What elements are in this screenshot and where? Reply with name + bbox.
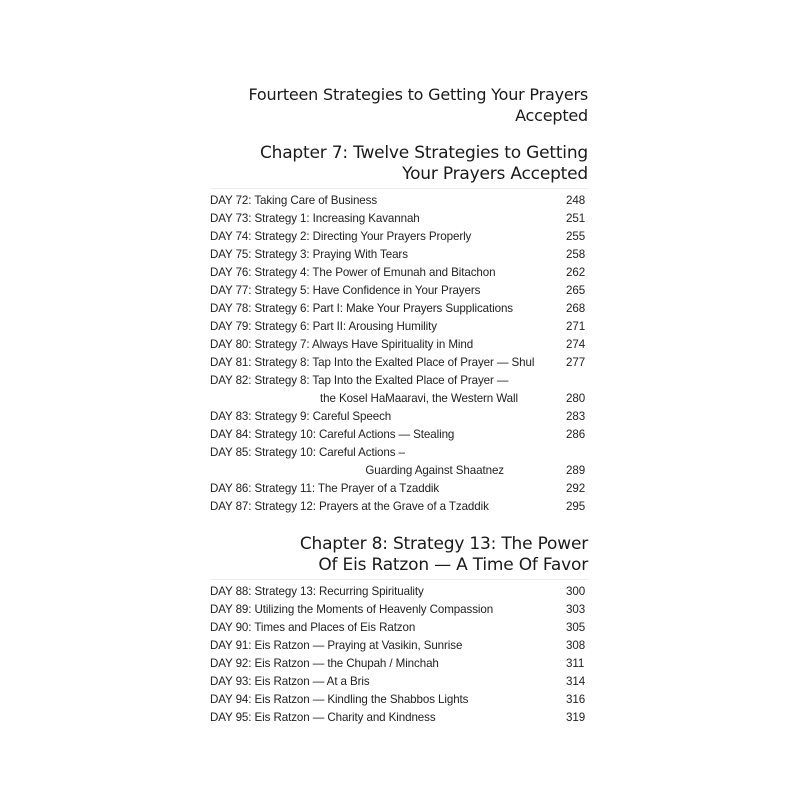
toc-entry[interactable] [210, 408, 588, 426]
toc-entry[interactable] [210, 228, 588, 246]
entry-title: DAY 74: Strategy 2: Directing Your Prayers Properly [210, 230, 472, 243]
entry-page-number: 271 [566, 320, 586, 333]
entry-title: DAY 81: Strategy 8: Tap Into the Exalted Place of Prayer — Shul [210, 356, 535, 369]
entry-title: DAY 78: Strategy 6: Part I: Make Your Prayers Supplications [210, 302, 513, 315]
entry-page-number: 305 [566, 621, 586, 634]
entry-page-number: 292 [566, 482, 586, 495]
entry-title: DAY 91: Eis Ratzon — Praying at Vasikin, Sunrise [210, 639, 463, 652]
entry-page-number: 258 [566, 248, 586, 261]
toc-entry[interactable] [210, 318, 588, 336]
entry-title: DAY 90: Times and Places of Eis Ratzon [210, 621, 416, 634]
toc-entry[interactable] [210, 282, 588, 300]
entry-page-number: 248 [566, 194, 586, 207]
entry-page-number: 295 [566, 500, 586, 513]
chapter-8-entries [210, 583, 588, 727]
entry-title: DAY 75: Strategy 3: Praying With Tears [210, 248, 408, 261]
entry-title: DAY 84: Strategy 10: Careful Actions — Stealing [210, 428, 455, 441]
entry-page-number: 311 [566, 657, 585, 670]
toc-entry[interactable] [210, 300, 588, 318]
chapter-7-entries [210, 192, 588, 516]
toc-entry[interactable] [210, 637, 588, 655]
entry-title: DAY 77: Strategy 5: Have Confidence in Your Prayers [210, 284, 481, 297]
toc-entry[interactable] [210, 336, 588, 354]
entry-page-number: 319 [566, 711, 586, 724]
entry-title-line-1: DAY 82: Strategy 8: Tap Into the Exalted Place of Prayer — [210, 374, 509, 387]
toc-entry[interactable] [210, 601, 588, 619]
entry-page-number: 277 [566, 356, 586, 369]
toc-entry[interactable] [210, 709, 588, 727]
chapter-8-section [210, 534, 588, 727]
toc-entry[interactable] [210, 210, 588, 228]
table-of-contents-page [210, 84, 588, 727]
toc-entry[interactable] [210, 192, 588, 210]
chapter-title-line-2: Your Prayers Accepted [402, 164, 588, 184]
entry-title-line-2: the Kosel HaMaaravi, the Western Wall [320, 392, 518, 405]
entry-page-number: 262 [566, 266, 586, 279]
chapter-title-line-1: Chapter 8: Strategy 13: The Power [299, 534, 588, 554]
entry-page-number: 316 [566, 693, 586, 706]
entry-page-number: 280 [566, 392, 586, 405]
toc-entry[interactable] [210, 583, 588, 601]
toc-entry[interactable] [210, 264, 588, 282]
entry-title: DAY 95: Eis Ratzon — Charity and Kindness [210, 711, 436, 724]
entry-title: DAY 93: Eis Ratzon — At a Bris [210, 675, 370, 688]
chapter-heading [210, 534, 588, 580]
toc-entry[interactable] [210, 498, 588, 516]
entry-page-number: 265 [566, 284, 586, 297]
toc-entry[interactable] [210, 354, 588, 372]
entry-page-number: 314 [566, 675, 586, 688]
entry-page-number: 283 [566, 410, 586, 423]
entry-title [210, 372, 566, 408]
toc-entry[interactable] [210, 655, 588, 673]
chapter-7-section [210, 143, 588, 516]
part-title: Fourteen Strategies to Getting Your Prayers Accepted [248, 85, 588, 125]
toc-entry[interactable] [210, 444, 588, 480]
entry-title [210, 444, 566, 480]
entry-title-line-1: DAY 85: Strategy 10: Careful Actions – [210, 446, 405, 459]
entry-title: DAY 73: Strategy 1: Increasing Kavannah [210, 212, 420, 225]
entry-page-number: 274 [566, 338, 586, 351]
toc-entry[interactable] [210, 372, 588, 408]
entry-page-number: 251 [566, 212, 586, 225]
entry-title: DAY 94: Eis Ratzon — Kindling the Shabbos Lights [210, 693, 469, 706]
toc-entry[interactable] [210, 619, 588, 637]
entry-title: DAY 79: Strategy 6: Part II: Arousing Humility [210, 320, 437, 333]
entry-title: DAY 72: Taking Care of Business [210, 194, 378, 207]
entry-title: DAY 83: Strategy 9: Careful Speech [210, 410, 392, 423]
chapter-title-line-1: Chapter 7: Twelve Strategies to Getting [259, 143, 588, 163]
entry-title: DAY 76: Strategy 4: The Power of Emunah and Bitachon [210, 266, 496, 279]
chapter-heading [210, 143, 588, 189]
entry-page-number: 308 [566, 639, 586, 652]
entry-page-number: 300 [566, 585, 586, 598]
toc-entry[interactable] [210, 691, 588, 709]
entry-page-number: 268 [566, 302, 586, 315]
entry-title: DAY 87: Strategy 12: Prayers at the Grave of a Tzaddik [210, 500, 489, 513]
entry-title: DAY 89: Utilizing the Moments of Heavenly Compassion [210, 603, 494, 616]
entry-title-line-2: Guarding Against Shaatnez [365, 464, 504, 477]
entry-page-number: 286 [566, 428, 586, 441]
chapter-title-line-2: Of Eis Ratzon — A Time Of Favor [318, 555, 588, 575]
toc-entry[interactable] [210, 480, 588, 498]
toc-entry[interactable] [210, 426, 588, 444]
toc-entry[interactable] [210, 246, 588, 264]
entry-title: DAY 88: Strategy 13: Recurring Spirituality [210, 585, 424, 598]
entry-page-number: 255 [566, 230, 586, 243]
entry-title: DAY 80: Strategy 7: Always Have Spirituality in Mind [210, 338, 474, 351]
entry-title: DAY 86: Strategy 11: The Prayer of a Tzaddik [210, 482, 440, 495]
entry-page-number: 289 [566, 464, 586, 477]
entry-title: DAY 92: Eis Ratzon — the Chupah / Minchah [210, 657, 439, 670]
toc-entry[interactable] [210, 673, 588, 691]
entry-page-number: 303 [566, 603, 586, 616]
